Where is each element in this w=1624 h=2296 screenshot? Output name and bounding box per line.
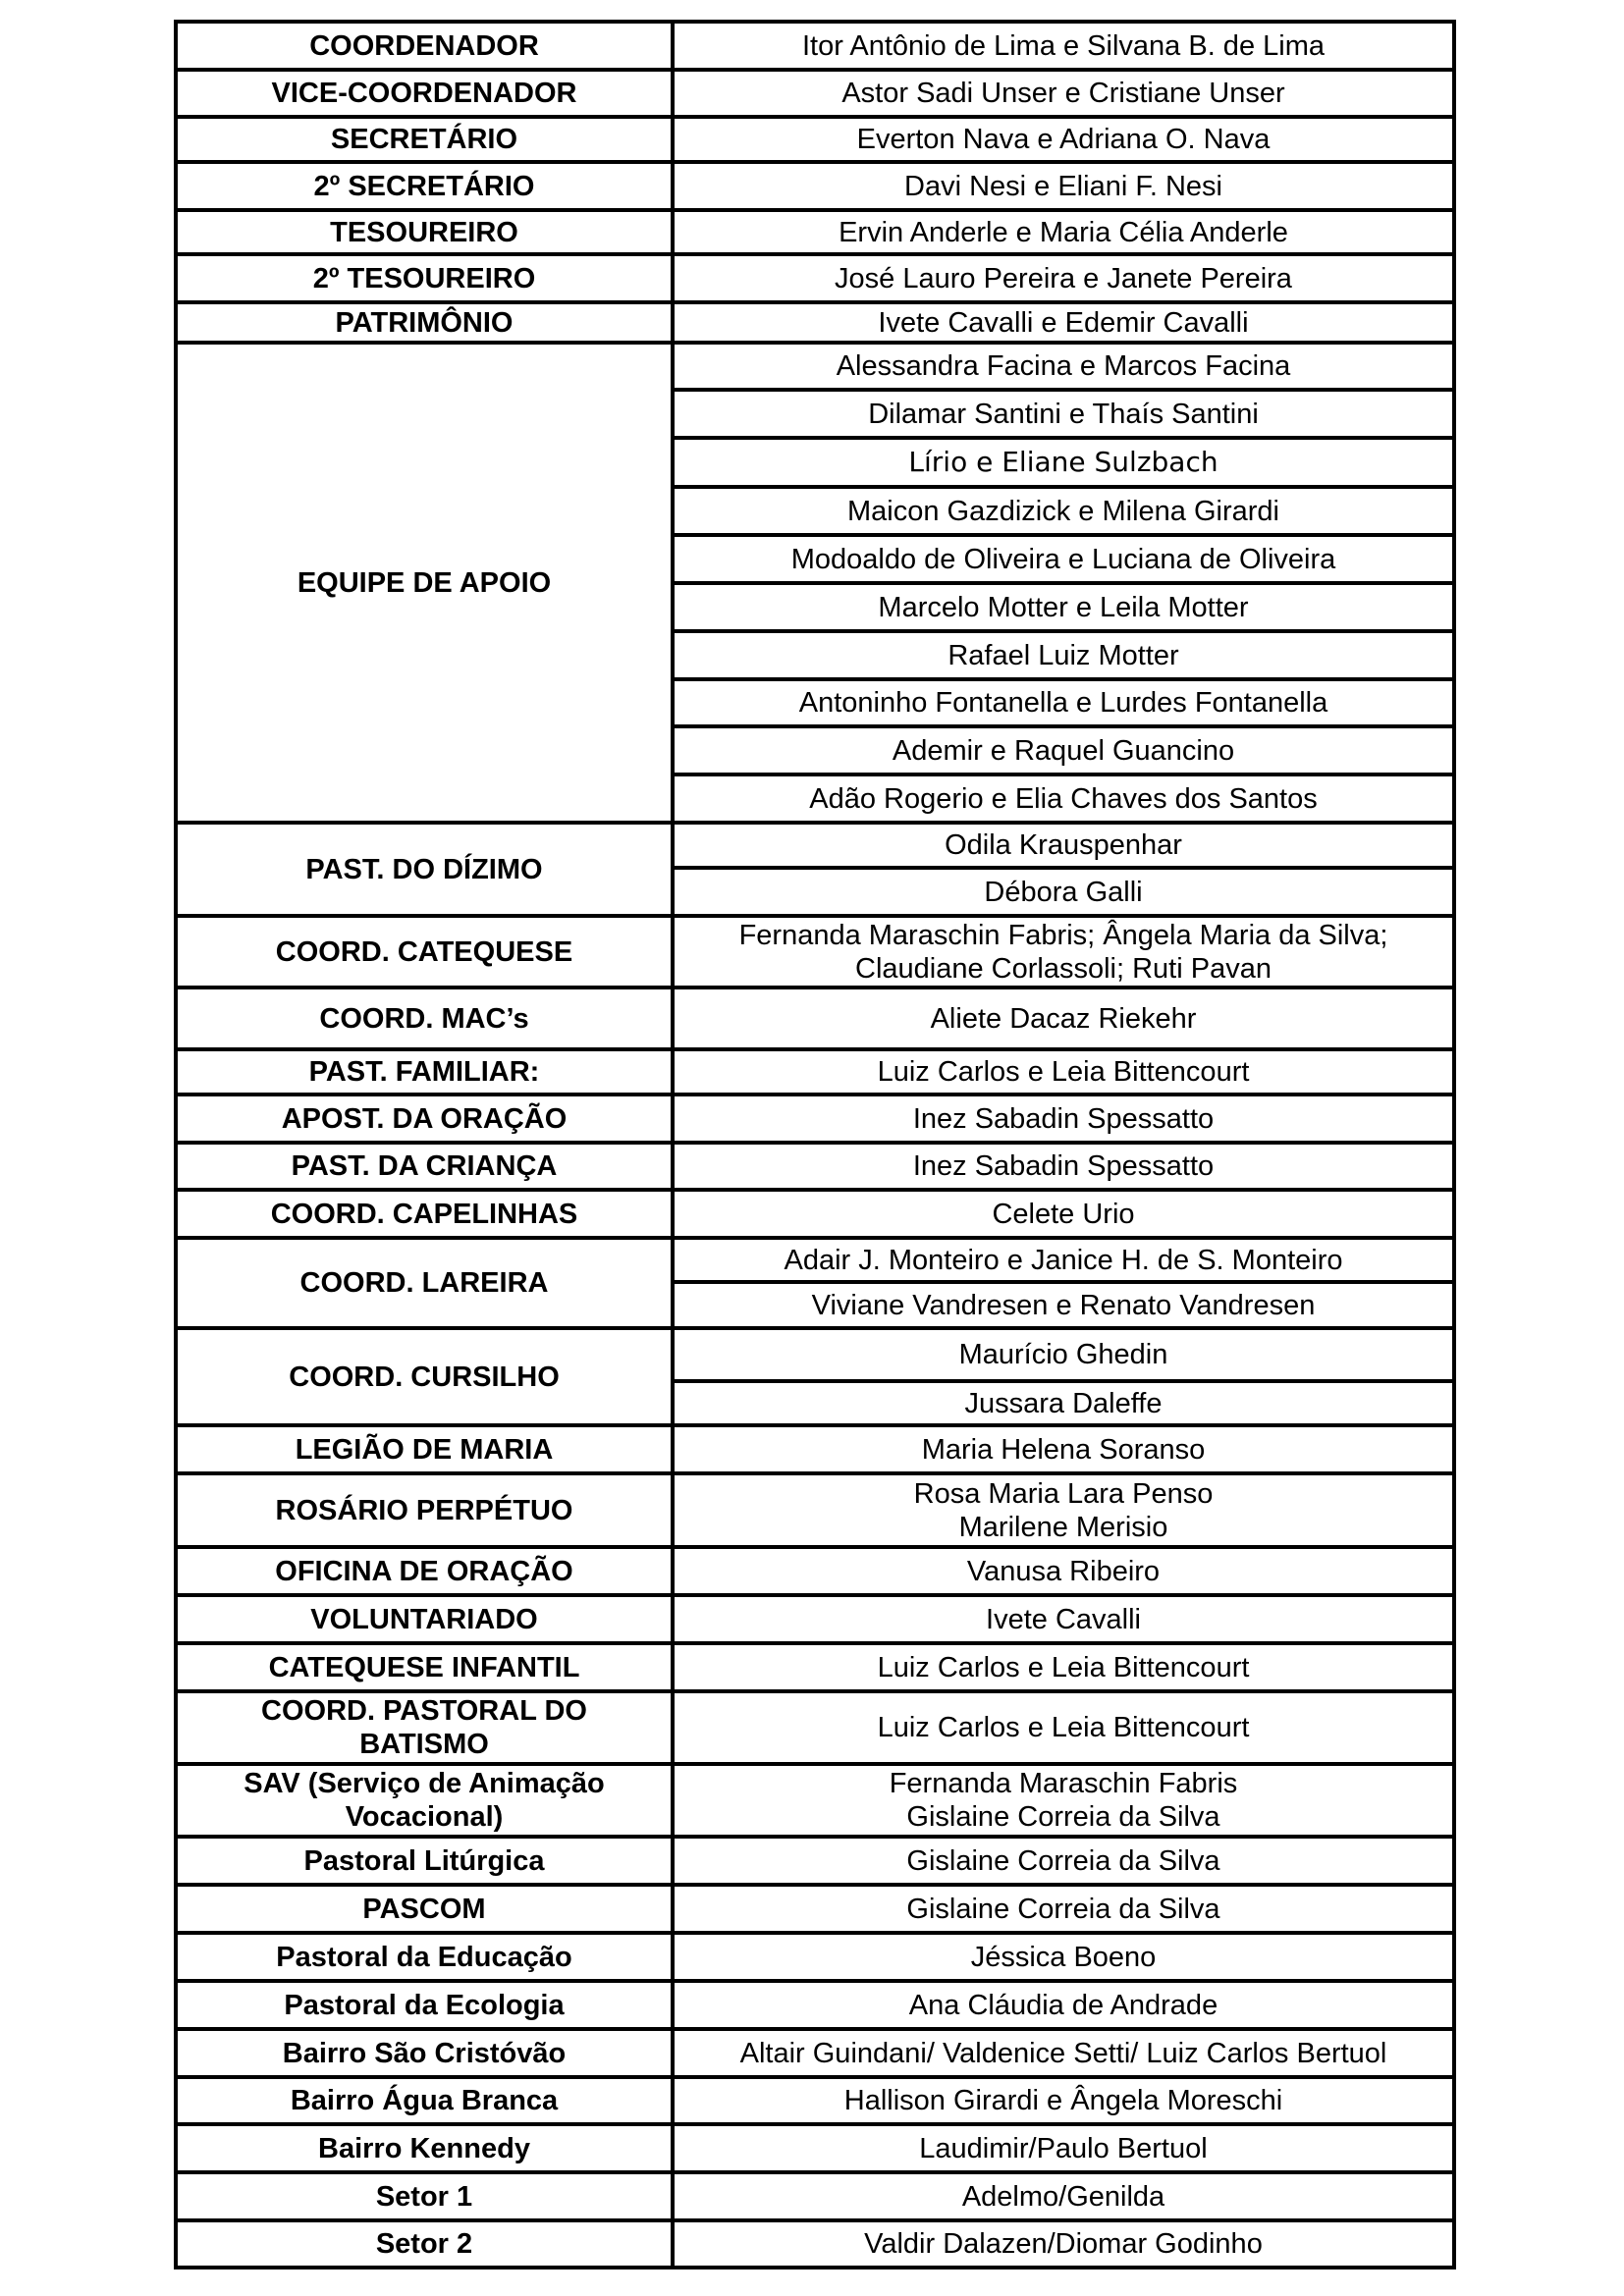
member-name: Davi Nesi e Eliani F. Nesi: [904, 170, 1222, 202]
member-cell: [673, 390, 1454, 438]
role-cell: [176, 1328, 673, 1425]
member-name: Celete Urio: [992, 1198, 1135, 1230]
role-cell: [176, 1190, 673, 1238]
member-cell: [673, 2172, 1454, 2220]
member-cell: [673, 631, 1454, 679]
member-cell: [673, 1885, 1454, 1933]
roster-body: [176, 22, 1454, 2268]
member-name: Alessandra Facina e Marcos Facina: [836, 350, 1291, 382]
role-label: LEGIÃO DE MARIA: [295, 1433, 554, 1466]
roster-row: [176, 1143, 1454, 1190]
role-cell: [176, 1595, 673, 1643]
member-cell: [673, 1049, 1454, 1095]
member-cell: [673, 70, 1454, 117]
roster-row: [176, 22, 1454, 70]
roster-row: [176, 1049, 1454, 1095]
role-label: VOLUNTARIADO: [310, 1603, 538, 1635]
role-cell: [176, 2029, 673, 2077]
member-name: Débora Galli: [984, 876, 1143, 908]
member-name: Jéssica Boeno: [970, 1941, 1157, 1973]
member-name: Jussara Daleffe: [964, 1387, 1163, 1419]
member-name: José Lauro Pereira e Janete Pereira: [835, 262, 1292, 294]
role-label: OFICINA DE ORAÇÃO: [275, 1555, 573, 1587]
member-name: Modoaldo de Oliveira e Luciana de Oliveira: [790, 543, 1336, 575]
member-cell: [673, 1238, 1454, 1282]
member-cell: [673, 1764, 1454, 1837]
member-name: Marcelo Motter e Leila Motter: [878, 591, 1249, 623]
role-label: Pastoral da Ecologia: [284, 1989, 565, 2021]
roster-row: [176, 1190, 1454, 1238]
member-cell: [673, 1473, 1454, 1547]
roster-row: [176, 1095, 1454, 1143]
role-label: SECRETÁRIO: [330, 124, 518, 155]
role-label: COORD. MAC’s: [319, 1002, 529, 1035]
member-cell: [673, 679, 1454, 726]
member-name: Inez Sabadin Spessatto: [912, 1102, 1215, 1135]
role-cell: [176, 162, 673, 210]
member-name: Odila Krauspenhar: [945, 829, 1182, 861]
member-cell: [673, 117, 1454, 162]
member-cell: [673, 2124, 1454, 2172]
member-name: Altair Guindani/ Valdenice Setti/ Luiz Carlos Bertuol: [739, 2037, 1387, 2069]
member-name: Adair J. Monteiro e Janice H. de S. Monteiro: [784, 1244, 1343, 1276]
role-label: Bairro Kennedy: [318, 2132, 530, 2164]
role-cell: [176, 1837, 673, 1885]
member-cell: [673, 1837, 1454, 1885]
member-cell: [673, 1282, 1454, 1328]
member-cell: [673, 774, 1454, 823]
member-cell: [673, 162, 1454, 210]
roster-row: [176, 988, 1454, 1049]
role-cell: [176, 1547, 673, 1595]
member-name: Luiz Carlos e Leia Bittencourt: [877, 1712, 1250, 1743]
role-cell: [176, 302, 673, 343]
role-label: COORDENADOR: [309, 29, 539, 62]
member-name: Fernanda Maraschin Fabris; Ângela Maria da Silva;: [738, 919, 1388, 951]
role-cell: [176, 1049, 673, 1095]
role-label: Setor 1: [375, 2180, 473, 2213]
member-cell: [673, 210, 1454, 254]
roster-row: [176, 2220, 1454, 2268]
role-label: PAST. DO DÍZIMO: [305, 853, 543, 885]
member-name: Fernanda Maraschin Fabris: [889, 1768, 1238, 1799]
member-name: Rafael Luiz Motter: [947, 639, 1179, 671]
member-name: Dilamar Santini e Thaís Santini: [868, 398, 1259, 430]
member-name: Vanusa Ribeiro: [966, 1555, 1161, 1587]
member-name: Ervin Anderle e Maria Célia Anderle: [839, 216, 1288, 248]
member-cell: [673, 2220, 1454, 2268]
member-cell: [673, 1425, 1454, 1473]
member-cell: [673, 254, 1454, 302]
member-name: Maicon Gazdizick e Milena Girardi: [847, 495, 1279, 527]
roster-row: [176, 1328, 1454, 1381]
member-cell: [673, 583, 1454, 631]
member-name: Astor Sadi Unser e Cristiane Unser: [841, 78, 1285, 109]
member-cell: [673, 1328, 1454, 1381]
role-label: EQUIPE DE APOIO: [297, 566, 552, 599]
roster-row: [176, 162, 1454, 210]
roster-row: [176, 1837, 1454, 1885]
role-cell: [176, 1238, 673, 1328]
role-cell: [176, 1885, 673, 1933]
role-label: COORD. CURSILHO: [289, 1361, 560, 1393]
role-label: COORD. PASTORAL DO: [261, 1695, 587, 1727]
member-cell: [673, 487, 1454, 535]
role-cell: [176, 2172, 673, 2220]
roster-row: [176, 1473, 1454, 1547]
member-cell: [673, 2077, 1454, 2124]
role-label: VICE-COORDENADOR: [271, 78, 577, 109]
role-cell: [176, 988, 673, 1049]
member-cell: [673, 1143, 1454, 1190]
role-cell: [176, 1643, 673, 1691]
role-cell: [176, 70, 673, 117]
member-name: Gislaine Correia da Silva: [906, 1801, 1220, 1833]
role-cell: [176, 823, 673, 916]
member-cell: [673, 726, 1454, 774]
role-cell: [176, 1425, 673, 1473]
member-name: Hallison Girardi e Ângela Moreschi: [843, 2085, 1283, 2116]
roster-row: [176, 254, 1454, 302]
role-label: Setor 2: [375, 2228, 473, 2260]
role-cell: [176, 1473, 673, 1547]
roster-row: [176, 117, 1454, 162]
member-cell: [673, 916, 1454, 988]
roster-row: [176, 2077, 1454, 2124]
roster-row: [176, 2029, 1454, 2077]
member-name: Ana Cláudia de Andrade: [908, 1989, 1218, 2021]
roster-row: [176, 1547, 1454, 1595]
role-cell: [176, 1143, 673, 1190]
member-name: Lírio e Eliane Sulzbach: [908, 446, 1218, 478]
roster-row: [176, 823, 1454, 868]
member-cell: [673, 1381, 1454, 1425]
roster-row: [176, 2172, 1454, 2220]
role-label: PAST. FAMILIAR:: [308, 1056, 540, 1088]
role-label: PASCOM: [362, 1893, 486, 1925]
role-cell: [176, 1691, 673, 1764]
role-label: Pastoral da Educação: [276, 1941, 572, 1973]
member-name: Aliete Dacaz Riekehr: [930, 1002, 1197, 1035]
role-label: ROSÁRIO PERPÉTUO: [275, 1494, 573, 1526]
roster-row: [176, 1764, 1454, 1837]
role-label: APOST. DA ORAÇÃO: [281, 1102, 568, 1135]
member-name: Valdir Dalazen/Diomar Godinho: [864, 2228, 1263, 2260]
role-label: 2º TESOUREIRO: [312, 262, 536, 294]
role-label: Pastoral Litúrgica: [303, 1844, 545, 1877]
role-cell: [176, 343, 673, 823]
roster-table: [174, 20, 1456, 2269]
role-label: SAV (Serviço de Animação: [244, 1768, 605, 1799]
role-cell: [176, 916, 673, 988]
member-name: Inez Sabadin Spessatto: [912, 1150, 1215, 1182]
member-name: Luiz Carlos e Leia Bittencourt: [877, 1651, 1250, 1683]
roster-row: [176, 916, 1454, 988]
role-cell: [176, 2077, 673, 2124]
roster-row: [176, 1595, 1454, 1643]
role-cell: [176, 117, 673, 162]
member-name: Adão Rogerio e Elia Chaves dos Santos: [809, 782, 1318, 815]
role-cell: [176, 1933, 673, 1981]
member-cell: [673, 438, 1454, 487]
role-label: Bairro São Cristóvão: [282, 2037, 567, 2069]
role-cell: [176, 254, 673, 302]
member-cell: [673, 1095, 1454, 1143]
role-label: Bairro Água Branca: [290, 2085, 559, 2116]
member-name: Ivete Cavalli e Edemir Cavalli: [878, 306, 1249, 339]
member-cell: [673, 1190, 1454, 1238]
member-name: Viviane Vandresen e Renato Vandresen: [811, 1289, 1316, 1321]
roster-row: [176, 70, 1454, 117]
role-label: Vocacional): [345, 1801, 504, 1833]
member-cell: [673, 2029, 1454, 2077]
member-cell: [673, 1981, 1454, 2029]
member-name: Antoninho Fontanella e Lurdes Fontanella: [798, 687, 1328, 719]
member-name: Claudiane Corlassoli; Ruti Pavan: [855, 952, 1272, 985]
member-cell: [673, 823, 1454, 868]
member-name: Itor Antônio de Lima e Silvana B. de Lima: [802, 29, 1325, 62]
role-cell: [176, 22, 673, 70]
role-cell: [176, 1764, 673, 1837]
member-cell: [673, 22, 1454, 70]
member-cell: [673, 1547, 1454, 1595]
role-label: PAST. DA CRIANÇA: [291, 1150, 558, 1182]
role-label: PATRIMÔNIO: [335, 306, 514, 339]
member-name: Maurício Ghedin: [958, 1339, 1168, 1370]
roster-row: [176, 302, 1454, 343]
roster-row: [176, 1691, 1454, 1764]
role-cell: [176, 1981, 673, 2029]
member-name: Adelmo/Genilda: [961, 2180, 1165, 2213]
member-cell: [673, 1691, 1454, 1764]
roster-row: [176, 1933, 1454, 1981]
role-label: TESOUREIRO: [330, 216, 518, 248]
member-cell: [673, 988, 1454, 1049]
member-name: Maria Helena Soranso: [921, 1433, 1206, 1466]
role-label: COORD. CAPELINHAS: [270, 1198, 578, 1230]
roster-row: [176, 2124, 1454, 2172]
member-cell: [673, 535, 1454, 583]
member-cell: [673, 868, 1454, 916]
role-cell: [176, 2220, 673, 2268]
roster-row: [176, 1885, 1454, 1933]
member-name: Ivete Cavalli: [986, 1603, 1141, 1635]
roster-row: [176, 1238, 1454, 1282]
member-name: Luiz Carlos e Leia Bittencourt: [877, 1056, 1250, 1088]
roster-row: [176, 1425, 1454, 1473]
role-label: COORD. CATEQUESE: [275, 935, 573, 968]
roster-row: [176, 210, 1454, 254]
member-name: Gislaine Correia da Silva: [906, 1893, 1220, 1925]
member-name: Rosa Maria Lara Penso: [913, 1477, 1214, 1510]
role-label: BATISMO: [359, 1729, 489, 1760]
member-name: Ademir e Raquel Guancino: [892, 734, 1235, 767]
member-cell: [673, 343, 1454, 390]
role-label: COORD. LAREIRA: [299, 1267, 549, 1299]
role-label: 2º SECRETÁRIO: [313, 170, 535, 202]
role-cell: [176, 210, 673, 254]
roster-row: [176, 1643, 1454, 1691]
member-name: Marilene Merisio: [958, 1511, 1168, 1543]
role-cell: [176, 1095, 673, 1143]
role-cell: [176, 2124, 673, 2172]
member-name: Laudimir/Paulo Bertuol: [919, 2132, 1208, 2164]
roster-row: [176, 1981, 1454, 2029]
roster-row: [176, 343, 1454, 390]
role-label: CATEQUESE INFANTIL: [268, 1651, 580, 1683]
member-name: Everton Nava e Adriana O. Nava: [856, 124, 1271, 155]
member-cell: [673, 1933, 1454, 1981]
member-cell: [673, 1643, 1454, 1691]
member-name: Gislaine Correia da Silva: [906, 1844, 1220, 1877]
member-cell: [673, 1595, 1454, 1643]
member-cell: [673, 302, 1454, 343]
